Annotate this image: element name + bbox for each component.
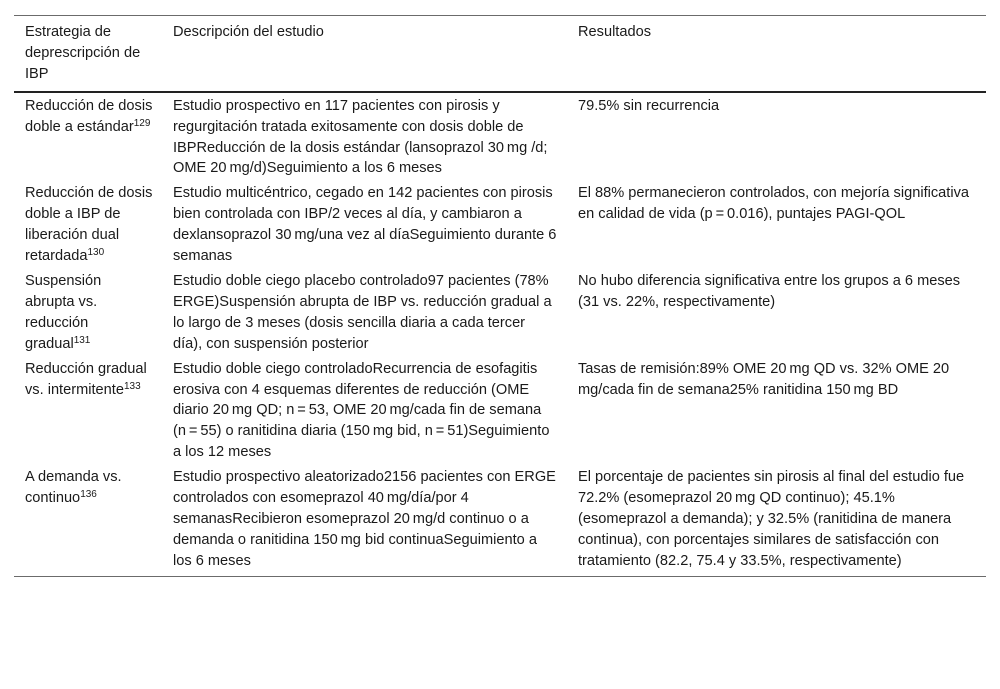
- table-row: [14, 357, 986, 466]
- reference-number: 136: [80, 489, 97, 501]
- header-results: Resultados: [578, 24, 652, 40]
- description-cell: Estudio multicéntrico, cegado en 142 pacientes con pirosis bien controlada con IBP/2 veces al día, y cambiaron a dexlansoprazol 30 mg/una vez al díaSeguimiento durante 6 semanas: [173, 185, 557, 265]
- strategy-cell: [14, 465, 162, 576]
- results-cell: El porcentaje de pacientes sin pirosis al final del estudio fue 72.2% (esomeprazol 20 mg QD continuo); 45.1% (esomeprazol a demanda); y 32.5% (ranitidina de manera continua), con porcentajes similares de satisfacción con tratamiento (82.2, 75.4 y 33.5%, respectivamente): [578, 469, 965, 569]
- header-description: Descripción del estudio: [173, 24, 324, 40]
- description-cell: Estudio prospectivo en 117 pacientes con pirosis y regurgitación tratada exitosamente con dosis doble de IBPReducción de la dosis estándar (lansoprazol 30 mg /d; OME 20 mg/d)Seguimiento a los 6 meses: [173, 97, 548, 177]
- strategy-text: Reducción de dosis doble a IBP de liberación dual retardada: [25, 185, 153, 265]
- table-row: [14, 181, 986, 269]
- reference-number: 129: [133, 117, 151, 129]
- results-cell: Tasas de remisión:89% OME 20 mg QD vs. 32% OME 20 mg/cada fin de semana25% ranitidina 150 mg BD: [578, 360, 953, 398]
- table-row: [14, 269, 986, 357]
- strategy-text: A demanda vs. continuo: [25, 469, 122, 507]
- description-cell: Estudio doble ciego controladoRecurrencia de esofagitis erosiva con 4 esquemas diferentes de reducción (OME diario 20 mg QD; n = 53, OME 20 mg/cada fin de semana (n = 55) o ranitidina diaria (150 mg bid, n = 51)Seguimiento a los 12 meses: [173, 360, 550, 461]
- description-cell: Estudio prospectivo aleatorizado2156 pacientes con ERGE controlados con esomeprazol 40 mg/día/por 4 semanasRecibieron esomeprazol 20 mg/d continuo o a demanda o ranitidina 150 mg bid continuaSeguimiento a los 6 meses: [173, 469, 556, 569]
- table-row: [14, 92, 986, 182]
- strategy-text: Reducción gradual vs. intermitente: [25, 360, 147, 398]
- deprescription-table: [14, 15, 986, 577]
- reference-number: 131: [73, 334, 91, 346]
- strategy-text: Reducción de dosis doble a estándar: [25, 97, 153, 135]
- strategy-text: Suspensión abrupta vs. reducción gradual: [25, 272, 102, 352]
- results-cell: El 88% permanecieron controlados, con mejoría significativa en calidad de vida (p = 0.016), puntajes PAGI-QOL: [578, 185, 969, 223]
- header-strategy: Estrategia de deprescripción de IBP: [25, 24, 141, 82]
- strategy-cell: [14, 269, 162, 357]
- description-cell: Estudio doble ciego placebo controlado97 pacientes (78% ERGE)Suspensión abrupta de IBP vs. reducción gradual a lo largo de 3 meses (dosis sencilla diaria a cada tercer día), con suspensión posterior: [173, 272, 552, 352]
- strategy-cell: [14, 92, 162, 182]
- table-header-row: [14, 16, 986, 92]
- reference-number: 133: [123, 380, 141, 392]
- results-cell: 79.5% sin recurrencia: [578, 97, 720, 114]
- strategy-cell: [14, 357, 162, 466]
- strategy-cell: [14, 181, 162, 269]
- reference-number: 130: [87, 247, 105, 259]
- results-cell: No hubo diferencia significativa entre los grupos a 6 meses (31 vs. 22%, respectivamente): [578, 272, 961, 310]
- table-row: [14, 465, 986, 576]
